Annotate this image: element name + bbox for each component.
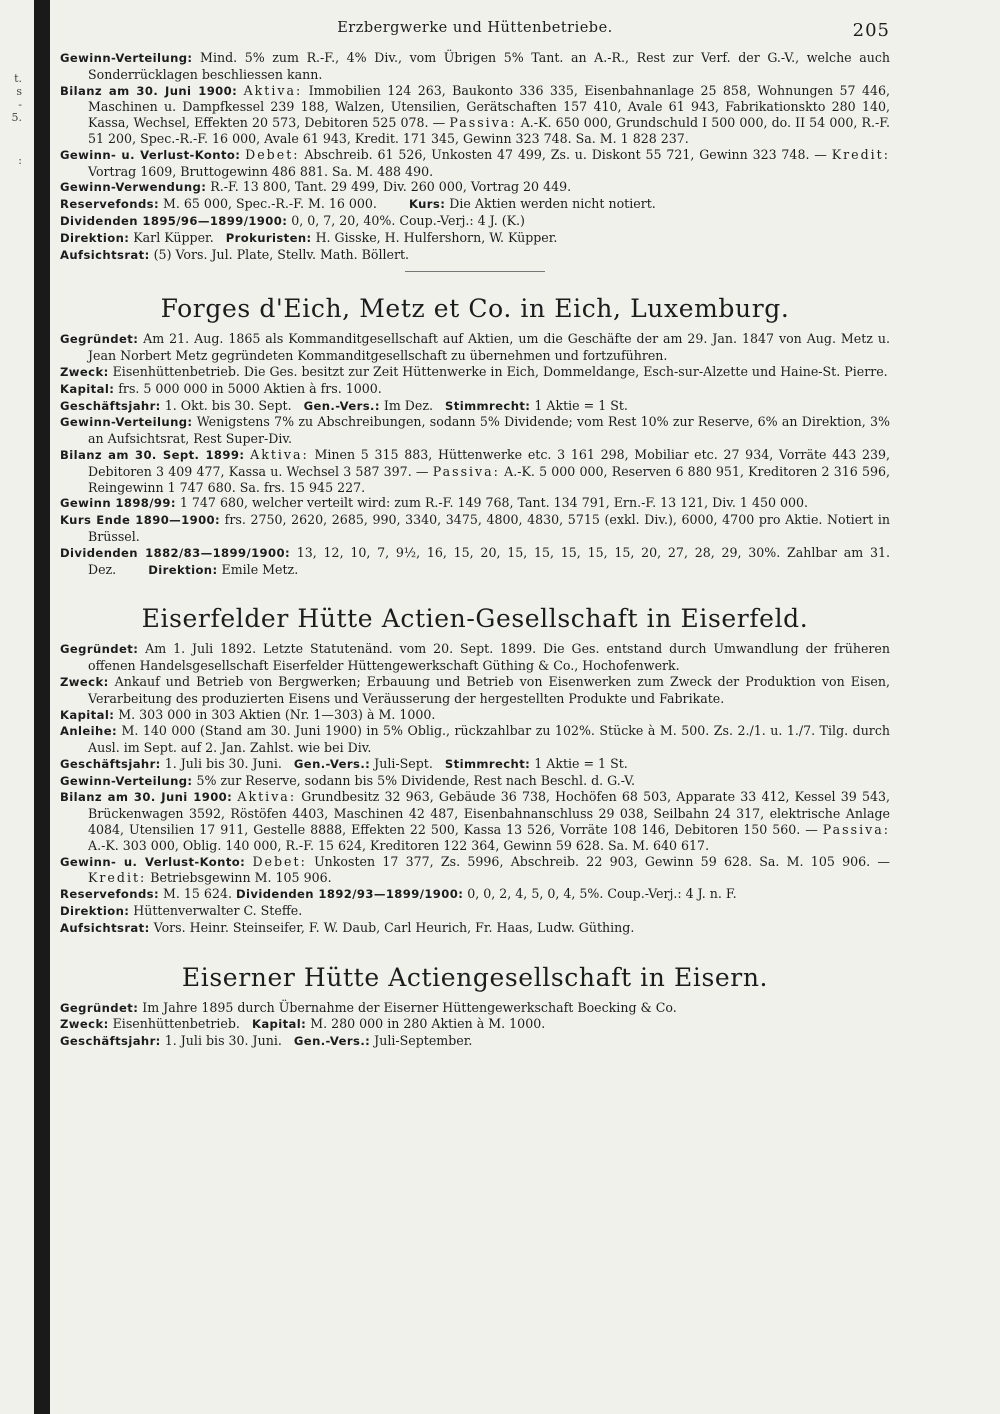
- entry-label: Kapital:: [251, 1017, 307, 1032]
- entry-dividenden: [60, 213, 890, 230]
- entry-gewinn-verteilung: [60, 773, 890, 790]
- entry-label: Zweck:: [60, 364, 109, 379]
- entry-label: Geschäftsjahr:: [60, 398, 161, 413]
- section-eiserfelder-huette: [60, 604, 890, 936]
- entry-text: M. 140 000 (Stand am 30. Juni 1900) in 5% Oblig., rückzahlbar zu 102%. Stücke à M. 500. Zs. 2./1. u. 1./7. Tilg. durch Ausl. im Sept. auf 2. Jan. Zahlst. wie bei Div.: [88, 723, 890, 756]
- margin-mark: s: [16, 85, 22, 98]
- entry-geschaeftsjahr: [60, 1033, 890, 1050]
- entry-gewinn-verlust-konto: [60, 147, 890, 180]
- entry-text: R.-F. 13 800, Tant. 29 499, Div. 260 000, Vortrag 20 449.: [206, 179, 572, 195]
- entry-text: M. 303 000 in 303 Aktien (Nr. 1—303) à M. 1000.: [114, 706, 436, 722]
- entry-label: Gen.-Vers.:: [303, 398, 380, 413]
- entry-label: Reservefonds:: [60, 197, 159, 212]
- entry-label: Zweck:: [60, 1017, 109, 1032]
- margin-mark: t.: [14, 72, 22, 85]
- entry-text: frs. 2750, 2620, 2685, 990, 3340, 3475, 4800, 4830, 5715 (exkl. Div.), 6000, 4700 pro Aktie. Notiert in Brüssel.: [88, 512, 890, 544]
- entry-text: 1. Juli bis 30. Juni.: [160, 755, 282, 771]
- entry-text: Betriebsgewinn M. 105 906.: [146, 870, 332, 886]
- entry-label: Kurs Ende 1890—1900:: [60, 513, 221, 528]
- entry-text: Im Dez.: [379, 397, 433, 413]
- company-title: Forges d'Eich, Metz et Co. in Eich, Luxemburg.: [160, 294, 790, 324]
- entry-sublabel: Kredit:: [88, 870, 147, 886]
- entry-text: M. 15 624.: [159, 886, 232, 902]
- entry-bilanz: [60, 447, 890, 495]
- entry-sublabel: Debet:: [245, 146, 300, 162]
- margin-mark: -: [18, 98, 22, 111]
- entry-text: Immobilien 124 263, Baukonto 336 335, Eisenbahnanlage 25 858, Wohnungen 57 446, Maschinen u. Dampfkessel 239 188, Walzen, Utensilien, Gerätschaften 157 410, Avale 61 943, Fabrikationskto 280 140, Kassa, Wechsel, Effekten 20 573, Debitoren 525 078. —: [88, 82, 890, 131]
- entry-text: A.-K. 5 000 000, Reserven 6 880 951, Kreditoren 2 316 596, Reingewinn 1 747 680. Sa. frs. 15 945 227.: [88, 463, 891, 495]
- entry-text: H. Gisske, H. Hulfershorn, W. Küpper.: [311, 229, 558, 245]
- entry-label: Direktion:: [148, 562, 218, 577]
- entry-label: Direktion:: [60, 230, 130, 245]
- entry-reservefonds: [60, 886, 890, 903]
- entry-label: Bilanz am 30. Juni 1900:: [60, 83, 238, 98]
- entry-label: Gewinn- u. Verlust-Konto:: [60, 147, 241, 162]
- entry-text: Am 1. Juli 1892. Letzte Statutenänd. vom 20. Sept. 1899. Die Ges. entstand durch Umwandlung der früheren offenen Handelsgesellschaft Eiserfelder Hüttengewerkschaft Güthing & Co., Hochofenwerk.: [88, 641, 890, 674]
- entry-sublabel: Debet:: [252, 853, 307, 869]
- section-eiserner-huette: [60, 963, 890, 1050]
- entry-gegruendet: [60, 1000, 890, 1017]
- entry-sublabel: Kredit:: [831, 146, 890, 162]
- entry-label: Gen.-Vers.:: [293, 756, 371, 771]
- entry-label: Gewinn-Verwendung:: [60, 180, 207, 195]
- company-title: Eiserner Hütte Actiengesellschaft in Eisern.: [181, 962, 769, 992]
- entry-text: A.-K. 650 000, Grundschuld I 500 000, do. II 54 000, R.-F. 51 200, Spec.-R.-F. 16 000, Avale 61 943, Kredit. 171 345, Gewinn 323 748. Sa. M. 1 828 237.: [88, 115, 890, 146]
- entry-text: Eisenhüttenbetrieb.: [108, 1016, 240, 1032]
- entry-sublabel: Passiva:: [432, 463, 500, 479]
- entry-aufsichtsrat: [60, 247, 890, 264]
- entry-text: Hüttenverwalter C. Steffe.: [129, 903, 303, 919]
- entry-text: frs. 5 000 000 in 5000 Aktien à frs. 1000.: [114, 380, 382, 396]
- entry-text: Juli-September.: [370, 1033, 473, 1049]
- entry-direktion: [60, 230, 890, 247]
- entry-text: Ankauf und Betrieb von Bergwerken; Erbauung und Betrieb von Eisenwerken zum Zweck der Produktion von Eisen, Verarbeitung des produzierten Eisens und Veräusserung der hergestellten Produkte und Fabrikate.: [88, 673, 890, 706]
- entry-label: Kurs:: [408, 197, 446, 212]
- entry-text: 13, 12, 10, 7, 9½, 16, 15, 20, 15, 15, 15, 15, 15, 20, 27, 28, 29, 30%. Zahlbar am 31. Dez.: [88, 544, 890, 577]
- section-divider: [405, 271, 545, 272]
- entry-text: Emile Metz.: [217, 561, 299, 577]
- entry-label: Gegründet:: [60, 332, 139, 347]
- entry-gewinn-verlust-konto: [60, 854, 890, 887]
- entry-label: Geschäftsjahr:: [60, 756, 161, 771]
- document-page: [60, 20, 890, 1050]
- entry-text: Eisenhüttenbetrieb. Die Ges. besitzt zur Zeit Hüttenwerke in Eich, Dommeldange, Esch-sur-Alzette und Haine-St. Pierre.: [108, 363, 888, 379]
- entry-geschaeftsjahr: [60, 756, 890, 773]
- entry-sublabel: Aktiva:: [243, 82, 303, 98]
- scan-gutter-shadow: [34, 0, 50, 1414]
- entry-label: Gewinn-Verteilung:: [60, 415, 193, 430]
- entry-label: Anleihe:: [60, 724, 117, 739]
- entry-text: Im Jahre 1895 durch Übernahme der Eiserner Hüttengewerkschaft Boecking & Co.: [138, 999, 677, 1015]
- entry-label: Gegründet:: [60, 642, 139, 657]
- running-head-title: Erzbergwerke und Hüttenbetriebe.: [337, 20, 613, 36]
- entry-gewinn-verteilung: [60, 50, 890, 83]
- margin-marks: [0, 72, 22, 167]
- entry-zweck: [60, 1016, 890, 1033]
- entry-label: Dividenden 1892/93—1899/1900:: [236, 887, 464, 902]
- entry-text: Am 21. Aug. 1865 als Kommanditgesellschaft auf Aktien, um die Geschäfte der am 29. Jan. 1847 von Aug. Metz u. Jean Norbert Metz gegründeten Kommanditgesellschaft zu übernehmen und fortzuführen.: [88, 331, 890, 364]
- entry-label: Kapital:: [60, 707, 115, 722]
- entry-text: Karl Küpper.: [129, 229, 214, 245]
- entry-label: Zweck:: [60, 674, 109, 689]
- entry-label: Stimmrecht:: [444, 756, 531, 771]
- entry-text: Vortrag 1609, Bruttogewinn 486 881. Sa. M. 488 490.: [88, 163, 434, 179]
- entry-label: Prokuristen:: [225, 230, 312, 245]
- entry-text: Wenigstens 7% zu Abschreibungen, sodann 5% Dividende; vom Rest 10% zur Reserve, 6% an Direktion, 3% an Aufsichtsrat, Rest Super-Div.: [88, 414, 890, 447]
- entry-sublabel: Passiva:: [822, 822, 890, 838]
- entry-label: Geschäftsjahr:: [60, 1034, 161, 1049]
- entry-kurs: [60, 512, 890, 545]
- entry-kapital: [60, 707, 890, 724]
- entry-sublabel: Passiva:: [449, 115, 517, 131]
- entry-direktion: [60, 903, 890, 920]
- entry-bilanz: [60, 83, 890, 147]
- entry-text: 5% zur Reserve, sodann bis 5% Dividende, Rest nach Beschl. d. G.-V.: [192, 772, 635, 788]
- entry-text: A.-K. 303 000, Oblig. 140 000, R.-F. 15 624, Kreditoren 122 364, Gewinn 59 628. Sa. M. 640 617.: [88, 837, 710, 853]
- entry-text: 1. Juli bis 30. Juni.: [160, 1033, 282, 1049]
- entry-text: Vors. Heinr. Steinseifer, F. W. Daub, Carl Heurich, Fr. Haas, Ludw. Güthing.: [149, 919, 635, 935]
- entry-text: Abschreib. 61 526, Unkosten 47 499, Zs. u. Diskont 55 721, Gewinn 323 748. —: [299, 146, 832, 162]
- entry-text: (5) Vors. Jul. Plate, Stellv. Math. Böllert.: [149, 246, 410, 262]
- entry-label: Aufsichtsrat:: [60, 920, 150, 935]
- entry-label: Kapital:: [60, 381, 115, 396]
- margin-mark: :: [18, 154, 22, 167]
- entry-gegruendet: [60, 331, 890, 364]
- entry-text: Juli-Sept.: [370, 755, 433, 771]
- entry-sublabel: Aktiva:: [250, 446, 309, 462]
- entry-label: Gewinn-Verteilung:: [60, 773, 193, 788]
- entry-gewinn: [60, 495, 890, 512]
- section-previous-company: [60, 50, 890, 263]
- entry-reservefonds: [60, 196, 890, 213]
- entry-text: 0, 0, 2, 4, 5, 0, 4, 5%. Coup.-Verj.: 4 J. n. F.: [463, 886, 737, 902]
- running-head: [60, 20, 890, 50]
- entry-anleihe: [60, 723, 890, 756]
- entry-gegruendet: [60, 641, 890, 674]
- entry-label: Gen.-Vers.:: [293, 1034, 371, 1049]
- entry-gewinn-verteilung: [60, 414, 890, 447]
- entry-label: Bilanz am 30. Sept. 1899:: [60, 447, 245, 462]
- entry-label: Aufsichtsrat:: [60, 247, 150, 262]
- entry-label: Reservefonds:: [60, 887, 159, 902]
- entry-label: Gegründet:: [60, 1000, 139, 1015]
- entry-text: 1. Okt. bis 30. Sept.: [160, 397, 292, 413]
- entry-label: Gewinn- u. Verlust-Konto:: [60, 854, 246, 869]
- entry-label: Dividenden 1882/83—1899/1900:: [60, 545, 290, 560]
- entry-gewinn-verwendung: [60, 179, 890, 196]
- entry-sublabel: Aktiva:: [237, 789, 297, 805]
- entry-dividenden: [60, 545, 890, 579]
- page-number: 205: [852, 20, 890, 41]
- entry-aufsichtsrat: [60, 920, 890, 937]
- entry-label: Stimmrecht:: [445, 398, 531, 413]
- entry-zweck: [60, 674, 890, 707]
- entry-text: M. 280 000 in 280 Aktien à M. 1000.: [306, 1016, 546, 1032]
- entry-label: Bilanz am 30. Juni 1900:: [60, 790, 233, 805]
- entry-text: Minen 5 315 883, Hüttenwerke etc. 3 161 298, Mobiliar etc. 27 934, Vorräte 443 239, Debitoren 3 409 477, Kassa u. Wechsel 3 587 397. —: [88, 446, 890, 479]
- entry-text: 0, 0, 7, 20, 40%. Coup.-Verj.: 4 J. (K.): [287, 212, 525, 228]
- entry-text: Mind. 5% zum R.-F., 4% Div., vom Übrigen 5% Tant. an A.-R., Rest zur Verf. der G.-V., welche auch Sonderrücklagen beschliessen kann.: [88, 50, 890, 82]
- entry-label: Direktion:: [60, 904, 130, 919]
- entry-kapital: [60, 381, 890, 398]
- section-forges-d-eich: [60, 294, 890, 578]
- entry-label: Dividenden 1895/96—1899/1900:: [60, 213, 288, 228]
- entry-zweck: [60, 364, 890, 381]
- entry-text: 1 747 680, welcher verteilt wird: zum R.-F. 149 768, Tant. 134 791, Ern.-F. 13 121, Div. 1 450 000.: [175, 495, 809, 511]
- entry-text: Die Aktien werden nicht notiert.: [445, 196, 656, 212]
- entry-text: Grundbesitz 32 963, Gebäude 36 738, Hochöfen 68 503, Apparate 33 412, Kessel 39 543, Brückenwagen 3592, Röstöfen 4403, Maschinen 42 487, Eisenbahnanschluss 29 038, Seilbahn 24 317, elektrische Anlage 4084, Utensilien 17 911, Gestelle 8888, Effekten 22 500, Kassa 13 526, Vorräte 108 146, Debitoren 150 560. —: [88, 789, 891, 838]
- entry-label: Gewinn 1898/99:: [60, 496, 176, 511]
- entry-bilanz: [60, 789, 890, 853]
- entry-text: 1 Aktie = 1 St.: [530, 755, 628, 771]
- entry-text: M. 65 000, Spec.-R.-F. M. 16 000.: [159, 196, 377, 212]
- entry-label: Gewinn-Verteilung:: [60, 51, 193, 65]
- margin-mark: 5.: [11, 111, 22, 124]
- entry-geschaeftsjahr: [60, 398, 890, 415]
- entry-text: 1 Aktie = 1 St.: [530, 397, 628, 413]
- company-title: Eiserfelder Hütte Actien-Gesellschaft in Eiserfeld.: [141, 604, 809, 634]
- entry-text: Unkosten 17 377, Zs. 5996, Abschreib. 22 903, Gewinn 59 628. Sa. M. 105 906. —: [306, 853, 890, 869]
